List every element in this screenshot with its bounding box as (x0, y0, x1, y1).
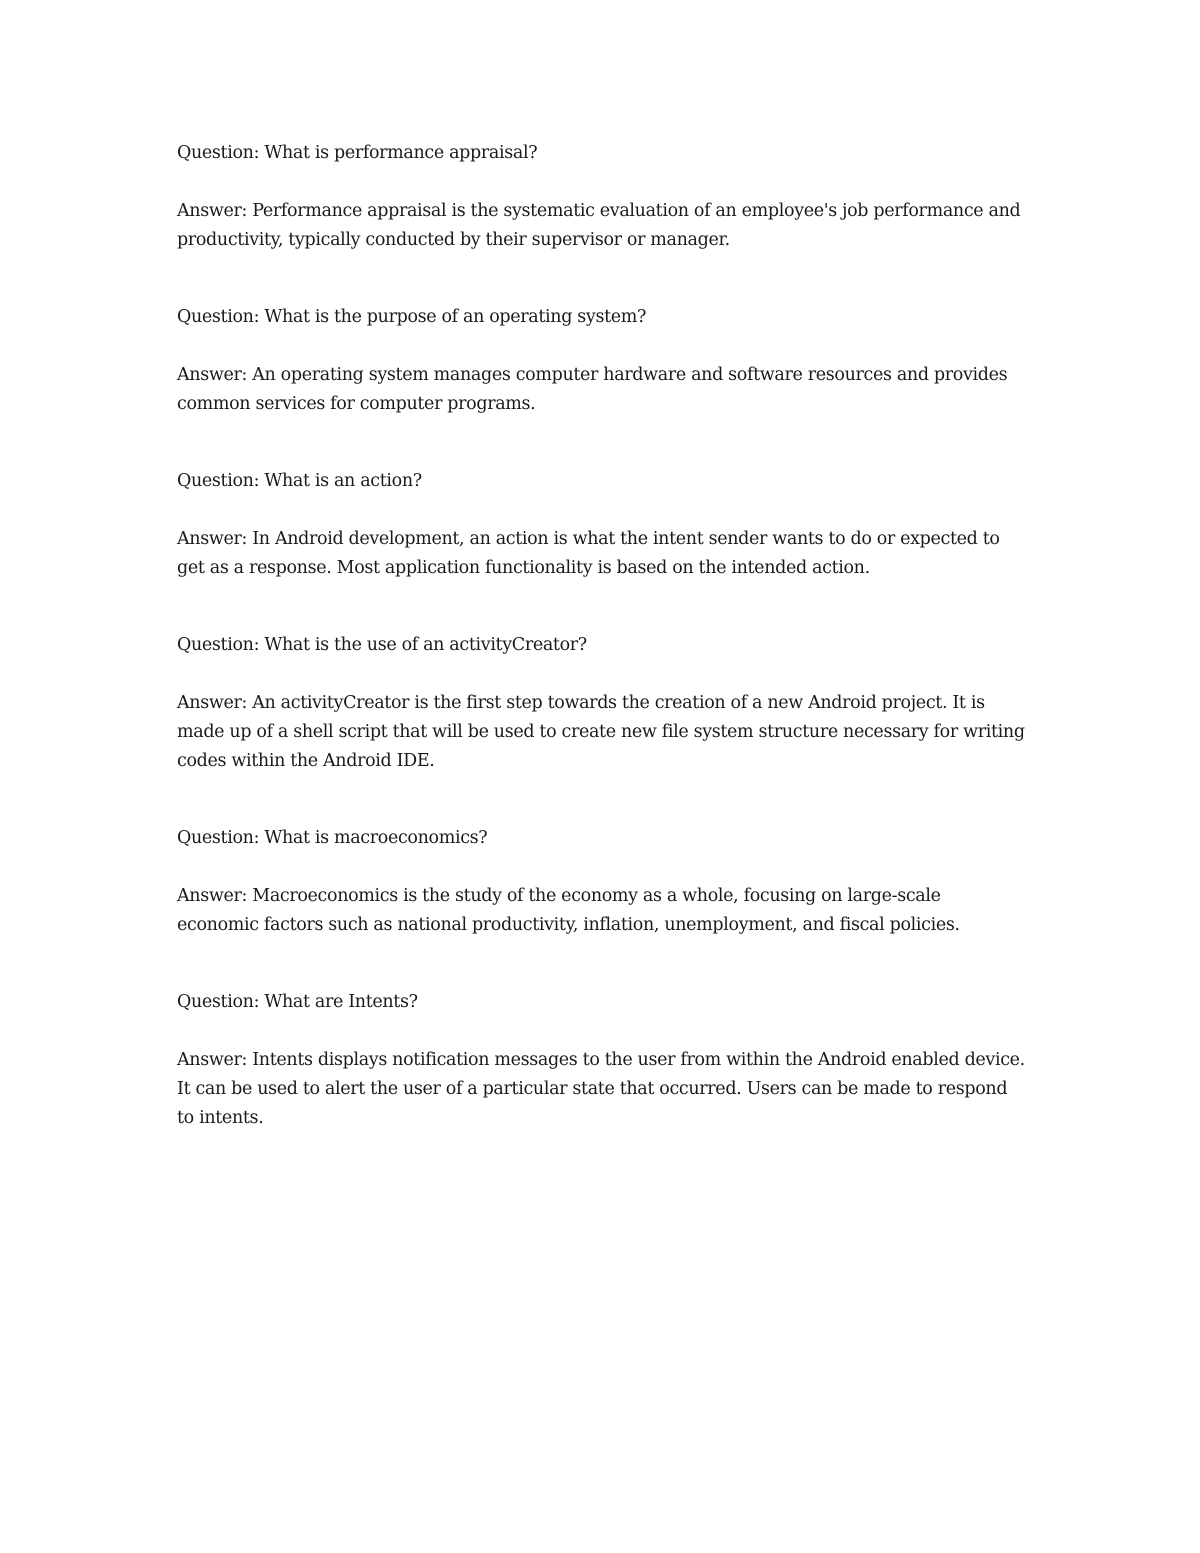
qa-item (177, 303, 1037, 419)
qa-item (177, 631, 1037, 776)
qa-list (177, 139, 1037, 1133)
answer-text: Answer: Performance appraisal is the systematic evaluation of an employee's job performance and productivity, typically conducted by their supervisor or manager. (177, 201, 1021, 250)
question-text: Question: What is the purpose of an operating system? (177, 307, 647, 327)
question-text: Question: What is performance appraisal? (177, 143, 538, 163)
question-text: Question: What is the use of an activityCreator? (177, 635, 587, 655)
question-text: Question: What are Intents? (177, 992, 418, 1012)
qa-item (177, 824, 1037, 940)
qa-item (177, 988, 1037, 1133)
qa-item (177, 139, 1037, 255)
qa-item (177, 467, 1037, 583)
question-text: Question: What is an action? (177, 471, 422, 491)
answer-text: Answer: Intents displays notification messages to the user from within the Android enabled device. It can be used to alert the user of a particular state that occurred. Users can be made to respond to intents. (177, 1050, 1025, 1128)
answer-text: Answer: An activityCreator is the first step towards the creation of a new Android project. It is made up of a shell script that will be used to create new file system structure necessary for writing codes within the Android IDE. (177, 693, 1025, 771)
answer-text: Answer: In Android development, an action is what the intent sender wants to do or expected to get as a response. Most application functionality is based on the intended action. (177, 529, 1000, 578)
answer-text: Answer: An operating system manages computer hardware and software resources and provides common services for computer programs. (177, 365, 1008, 414)
answer-text: Answer: Macroeconomics is the study of the economy as a whole, focusing on large-scale economic factors such as national productivity, inflation, unemployment, and fiscal policies. (177, 886, 960, 935)
question-text: Question: What is macroeconomics? (177, 828, 488, 848)
